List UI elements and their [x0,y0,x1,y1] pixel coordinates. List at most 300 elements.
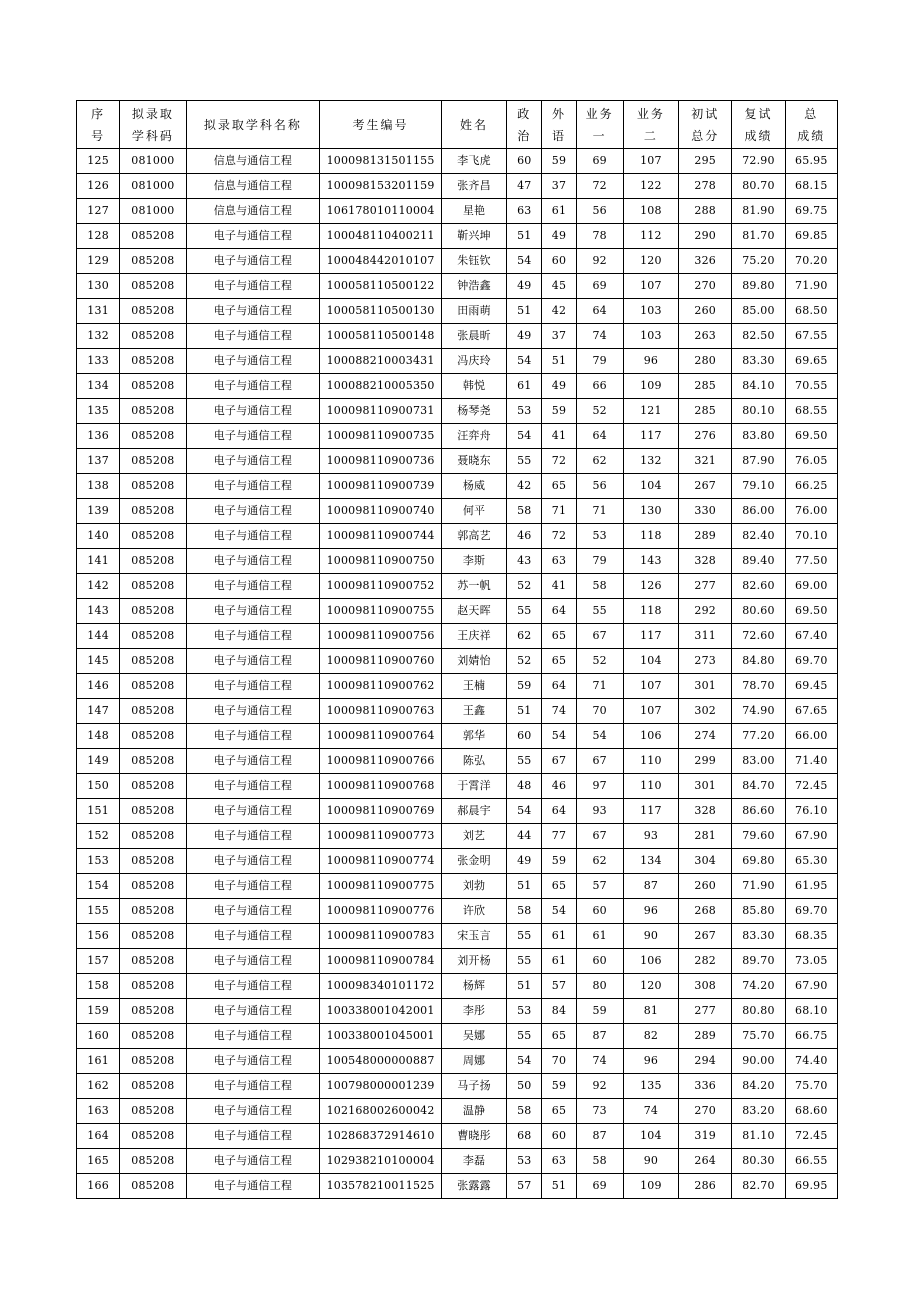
cell-prelim-total: 270 [679,274,732,299]
cell-seq: 145 [77,649,120,674]
cell-subject-2: 106 [623,724,678,749]
cell-name: 王楠 [441,674,506,699]
cell-subject-name: 电子与通信工程 [186,1049,320,1074]
cell-name: 聂晓东 [441,449,506,474]
cell-subject-1: 97 [576,774,623,799]
cell-retest-score: 71.90 [732,874,785,899]
cell-subject-2: 103 [623,324,678,349]
cell-subject-name: 电子与通信工程 [186,1149,320,1174]
cell-subject-name: 电子与通信工程 [186,1124,320,1149]
cell-language: 59 [542,1074,576,1099]
cell-politics: 51 [507,299,542,324]
cell-name: 陈弘 [441,749,506,774]
cell-name: 王庆祥 [441,624,506,649]
cell-subject-code: 085208 [120,599,186,624]
cell-subject-1: 60 [576,899,623,924]
header-cell-total-score: 总 成绩 [785,101,837,149]
cell-name: 韩悦 [441,374,506,399]
cell-name: 汪弈舟 [441,424,506,449]
cell-retest-score: 72.60 [732,624,785,649]
cell-seq: 146 [77,674,120,699]
cell-subject-code: 085208 [120,924,186,949]
cell-prelim-total: 277 [679,574,732,599]
table-row [77,974,838,999]
cell-subject-name: 信息与通信工程 [186,149,320,174]
cell-name: 刘艺 [441,824,506,849]
cell-language: 60 [542,249,576,274]
cell-subject-code: 085208 [120,1024,186,1049]
cell-retest-score: 80.10 [732,399,785,424]
cell-subject-code: 081000 [120,149,186,174]
table-row [77,899,838,924]
cell-language: 49 [542,374,576,399]
cell-prelim-total: 289 [679,524,732,549]
cell-seq: 159 [77,999,120,1024]
header-cell-politics: 政 治 [507,101,542,149]
cell-seq: 126 [77,174,120,199]
cell-total-score: 67.90 [785,824,837,849]
cell-total-score: 66.00 [785,724,837,749]
cell-subject-1: 87 [576,1024,623,1049]
cell-seq: 151 [77,799,120,824]
cell-retest-score: 83.80 [732,424,785,449]
cell-total-score: 70.10 [785,524,837,549]
cell-politics: 49 [507,324,542,349]
cell-subject-2: 126 [623,574,678,599]
cell-subject-name: 电子与通信工程 [186,224,320,249]
cell-candidate-id: 100098110900769 [320,799,442,824]
cell-subject-code: 085208 [120,799,186,824]
cell-prelim-total: 299 [679,749,732,774]
cell-subject-2: 120 [623,974,678,999]
cell-total-score: 69.65 [785,349,837,374]
cell-candidate-id: 100098110900783 [320,924,442,949]
cell-candidate-id: 100048110400211 [320,224,442,249]
header-cell-subject-code: 拟录取 学科码 [120,101,186,149]
cell-subject-2: 108 [623,199,678,224]
cell-candidate-id: 100098110900760 [320,649,442,674]
cell-subject-name: 电子与通信工程 [186,799,320,824]
cell-name: 宋玉言 [441,924,506,949]
cell-candidate-id: 102938210100004 [320,1149,442,1174]
cell-seq: 155 [77,899,120,924]
table-row [77,374,838,399]
cell-subject-name: 电子与通信工程 [186,824,320,849]
cell-total-score: 76.10 [785,799,837,824]
cell-subject-1: 52 [576,649,623,674]
table-row [77,1174,838,1199]
cell-language: 54 [542,724,576,749]
table-row [77,824,838,849]
cell-subject-name: 电子与通信工程 [186,649,320,674]
cell-name: 郝晨宇 [441,799,506,824]
cell-name: 刘勃 [441,874,506,899]
cell-politics: 55 [507,749,542,774]
cell-politics: 43 [507,549,542,574]
cell-subject-1: 62 [576,849,623,874]
cell-candidate-id: 100098110900768 [320,774,442,799]
cell-subject-1: 92 [576,249,623,274]
cell-subject-code: 085208 [120,224,186,249]
cell-retest-score: 89.70 [732,949,785,974]
cell-politics: 58 [507,1099,542,1124]
cell-subject-code: 085208 [120,649,186,674]
cell-total-score: 68.10 [785,999,837,1024]
table-row [77,1149,838,1174]
cell-subject-code: 085208 [120,449,186,474]
cell-prelim-total: 326 [679,249,732,274]
table-row [77,774,838,799]
cell-prelim-total: 290 [679,224,732,249]
cell-subject-2: 130 [623,499,678,524]
cell-subject-2: 135 [623,1074,678,1099]
cell-subject-2: 143 [623,549,678,574]
cell-retest-score: 83.30 [732,924,785,949]
cell-retest-score: 85.80 [732,899,785,924]
cell-politics: 49 [507,274,542,299]
cell-total-score: 69.70 [785,899,837,924]
cell-subject-1: 93 [576,799,623,824]
cell-retest-score: 74.20 [732,974,785,999]
cell-seq: 149 [77,749,120,774]
cell-language: 64 [542,599,576,624]
cell-subject-name: 电子与通信工程 [186,249,320,274]
cell-name: 张金明 [441,849,506,874]
cell-seq: 142 [77,574,120,599]
cell-seq: 143 [77,599,120,624]
cell-seq: 156 [77,924,120,949]
cell-retest-score: 69.80 [732,849,785,874]
table-row [77,874,838,899]
cell-retest-score: 89.40 [732,549,785,574]
cell-subject-code: 085208 [120,999,186,1024]
cell-subject-code: 085208 [120,1074,186,1099]
cell-name: 钟浩鑫 [441,274,506,299]
cell-candidate-id: 100098110900740 [320,499,442,524]
table-row [77,474,838,499]
cell-language: 41 [542,574,576,599]
cell-candidate-id: 100088210005350 [320,374,442,399]
cell-subject-code: 085208 [120,774,186,799]
cell-politics: 53 [507,1149,542,1174]
cell-subject-1: 57 [576,874,623,899]
cell-language: 37 [542,324,576,349]
cell-language: 65 [542,1024,576,1049]
cell-candidate-id: 100098131501155 [320,149,442,174]
cell-total-score: 69.75 [785,199,837,224]
cell-seq: 152 [77,824,120,849]
cell-candidate-id: 100098110900744 [320,524,442,549]
cell-subject-code: 085208 [120,499,186,524]
cell-language: 64 [542,799,576,824]
cell-retest-score: 83.00 [732,749,785,774]
cell-subject-name: 电子与通信工程 [186,1074,320,1099]
cell-subject-name: 信息与通信工程 [186,199,320,224]
cell-subject-name: 电子与通信工程 [186,549,320,574]
cell-total-score: 71.90 [785,274,837,299]
cell-politics: 51 [507,974,542,999]
cell-candidate-id: 100098110900750 [320,549,442,574]
header-cell-language: 外 语 [542,101,576,149]
cell-total-score: 67.55 [785,324,837,349]
cell-seq: 150 [77,774,120,799]
cell-seq: 147 [77,699,120,724]
cell-subject-code: 085208 [120,824,186,849]
cell-total-score: 69.45 [785,674,837,699]
cell-subject-2: 107 [623,274,678,299]
cell-language: 63 [542,549,576,574]
cell-subject-name: 电子与通信工程 [186,1099,320,1124]
cell-subject-2: 107 [623,699,678,724]
cell-subject-2: 121 [623,399,678,424]
cell-seq: 158 [77,974,120,999]
cell-retest-score: 79.60 [732,824,785,849]
cell-subject-2: 120 [623,249,678,274]
cell-subject-name: 电子与通信工程 [186,499,320,524]
cell-subject-code: 085208 [120,949,186,974]
cell-name: 于霄洋 [441,774,506,799]
cell-politics: 52 [507,649,542,674]
cell-candidate-id: 100098110900766 [320,749,442,774]
table-row [77,949,838,974]
cell-candidate-id: 100098110900739 [320,474,442,499]
cell-language: 57 [542,974,576,999]
cell-subject-code: 085208 [120,749,186,774]
cell-name: 李斯 [441,549,506,574]
table-row [77,224,838,249]
cell-subject-name: 电子与通信工程 [186,299,320,324]
cell-subject-code: 085208 [120,1174,186,1199]
cell-retest-score: 83.30 [732,349,785,374]
cell-seq: 161 [77,1049,120,1074]
cell-name: 温静 [441,1099,506,1124]
cell-subject-1: 79 [576,549,623,574]
cell-politics: 54 [507,424,542,449]
cell-total-score: 61.95 [785,874,837,899]
cell-seq: 128 [77,224,120,249]
cell-prelim-total: 289 [679,1024,732,1049]
table-row [77,1099,838,1124]
cell-name: 星艳 [441,199,506,224]
table-row [77,324,838,349]
cell-name: 许欣 [441,899,506,924]
cell-retest-score: 79.10 [732,474,785,499]
cell-subject-name: 电子与通信工程 [186,624,320,649]
cell-name: 苏一帆 [441,574,506,599]
cell-subject-1: 53 [576,524,623,549]
cell-prelim-total: 280 [679,349,732,374]
cell-total-score: 69.95 [785,1174,837,1199]
cell-prelim-total: 273 [679,649,732,674]
cell-candidate-id: 100098110900755 [320,599,442,624]
table-row [77,799,838,824]
cell-prelim-total: 276 [679,424,732,449]
cell-subject-2: 118 [623,599,678,624]
cell-subject-2: 74 [623,1099,678,1124]
cell-retest-score: 86.00 [732,499,785,524]
cell-subject-1: 67 [576,749,623,774]
cell-prelim-total: 274 [679,724,732,749]
cell-subject-code: 085208 [120,874,186,899]
cell-subject-code: 085208 [120,399,186,424]
cell-subject-name: 电子与通信工程 [186,599,320,624]
table-row [77,999,838,1024]
header-cell-retest-score: 复试 成绩 [732,101,785,149]
cell-subject-code: 085208 [120,674,186,699]
cell-total-score: 72.45 [785,1124,837,1149]
cell-language: 59 [542,399,576,424]
cell-language: 65 [542,474,576,499]
cell-subject-name: 电子与通信工程 [186,849,320,874]
cell-politics: 46 [507,524,542,549]
header-cell-prelim-total: 初试 总分 [679,101,732,149]
table-row [77,674,838,699]
cell-language: 59 [542,149,576,174]
cell-total-score: 69.70 [785,649,837,674]
cell-total-score: 65.95 [785,149,837,174]
cell-politics: 60 [507,149,542,174]
cell-seq: 144 [77,624,120,649]
cell-prelim-total: 330 [679,499,732,524]
cell-name: 刘婧怡 [441,649,506,674]
cell-seq: 141 [77,549,120,574]
table-row [77,499,838,524]
header-cell-seq: 序 号 [77,101,120,149]
cell-politics: 58 [507,899,542,924]
cell-total-score: 70.55 [785,374,837,399]
table-row [77,574,838,599]
cell-politics: 42 [507,474,542,499]
cell-language: 60 [542,1124,576,1149]
cell-subject-code: 085208 [120,349,186,374]
cell-subject-code: 085208 [120,1124,186,1149]
cell-retest-score: 72.90 [732,149,785,174]
cell-name: 赵天晖 [441,599,506,624]
cell-language: 64 [542,674,576,699]
table-row [77,649,838,674]
cell-prelim-total: 264 [679,1149,732,1174]
cell-politics: 60 [507,724,542,749]
cell-language: 59 [542,849,576,874]
cell-language: 46 [542,774,576,799]
cell-subject-1: 66 [576,374,623,399]
cell-subject-code: 085208 [120,299,186,324]
table-row [77,449,838,474]
cell-seq: 134 [77,374,120,399]
cell-subject-2: 110 [623,749,678,774]
cell-total-score: 69.50 [785,599,837,624]
table-row [77,849,838,874]
cell-prelim-total: 286 [679,1174,732,1199]
cell-subject-code: 085208 [120,974,186,999]
cell-total-score: 76.05 [785,449,837,474]
cell-language: 72 [542,524,576,549]
cell-prelim-total: 304 [679,849,732,874]
cell-politics: 55 [507,599,542,624]
cell-retest-score: 81.90 [732,199,785,224]
cell-seq: 131 [77,299,120,324]
cell-subject-1: 56 [576,474,623,499]
cell-subject-1: 64 [576,424,623,449]
cell-total-score: 68.55 [785,399,837,424]
cell-prelim-total: 321 [679,449,732,474]
cell-subject-1: 56 [576,199,623,224]
cell-politics: 44 [507,824,542,849]
cell-name: 吴娜 [441,1024,506,1049]
cell-politics: 51 [507,224,542,249]
cell-subject-2: 103 [623,299,678,324]
cell-subject-name: 电子与通信工程 [186,399,320,424]
cell-retest-score: 83.20 [732,1099,785,1124]
cell-subject-name: 电子与通信工程 [186,1174,320,1199]
cell-prelim-total: 311 [679,624,732,649]
cell-name: 郭华 [441,724,506,749]
cell-subject-1: 74 [576,324,623,349]
cell-politics: 55 [507,449,542,474]
cell-total-score: 68.50 [785,299,837,324]
cell-language: 54 [542,899,576,924]
cell-politics: 54 [507,249,542,274]
cell-seq: 163 [77,1099,120,1124]
cell-total-score: 66.25 [785,474,837,499]
cell-candidate-id: 100098153201159 [320,174,442,199]
cell-language: 51 [542,349,576,374]
cell-retest-score: 78.70 [732,674,785,699]
cell-retest-score: 80.80 [732,999,785,1024]
cell-subject-code: 085208 [120,724,186,749]
cell-prelim-total: 263 [679,324,732,349]
cell-subject-name: 电子与通信工程 [186,699,320,724]
cell-total-score: 69.85 [785,224,837,249]
cell-subject-1: 59 [576,999,623,1024]
cell-subject-name: 电子与通信工程 [186,949,320,974]
table-row [77,299,838,324]
cell-name: 杨威 [441,474,506,499]
header-cell-candidate-id: 考生编号 [320,101,442,149]
cell-candidate-id: 100098110900736 [320,449,442,474]
cell-name: 周娜 [441,1049,506,1074]
cell-subject-2: 82 [623,1024,678,1049]
cell-subject-name: 电子与通信工程 [186,924,320,949]
cell-retest-score: 81.70 [732,224,785,249]
table-body [77,149,838,1199]
cell-retest-score: 80.30 [732,1149,785,1174]
cell-language: 42 [542,299,576,324]
cell-total-score: 67.65 [785,699,837,724]
cell-seq: 137 [77,449,120,474]
cell-subject-name: 电子与通信工程 [186,749,320,774]
cell-name: 郭高艺 [441,524,506,549]
cell-language: 72 [542,449,576,474]
cell-prelim-total: 260 [679,299,732,324]
cell-subject-name: 电子与通信工程 [186,474,320,499]
cell-politics: 53 [507,399,542,424]
cell-politics: 59 [507,674,542,699]
cell-politics: 52 [507,574,542,599]
cell-subject-code: 085208 [120,549,186,574]
cell-language: 77 [542,824,576,849]
cell-name: 田雨萌 [441,299,506,324]
cell-subject-name: 信息与通信工程 [186,174,320,199]
cell-language: 67 [542,749,576,774]
cell-name: 曹晓彤 [441,1124,506,1149]
cell-candidate-id: 102868372914610 [320,1124,442,1149]
cell-subject-name: 电子与通信工程 [186,674,320,699]
cell-subject-2: 90 [623,924,678,949]
table-row [77,399,838,424]
cell-subject-2: 104 [623,1124,678,1149]
cell-subject-2: 107 [623,149,678,174]
